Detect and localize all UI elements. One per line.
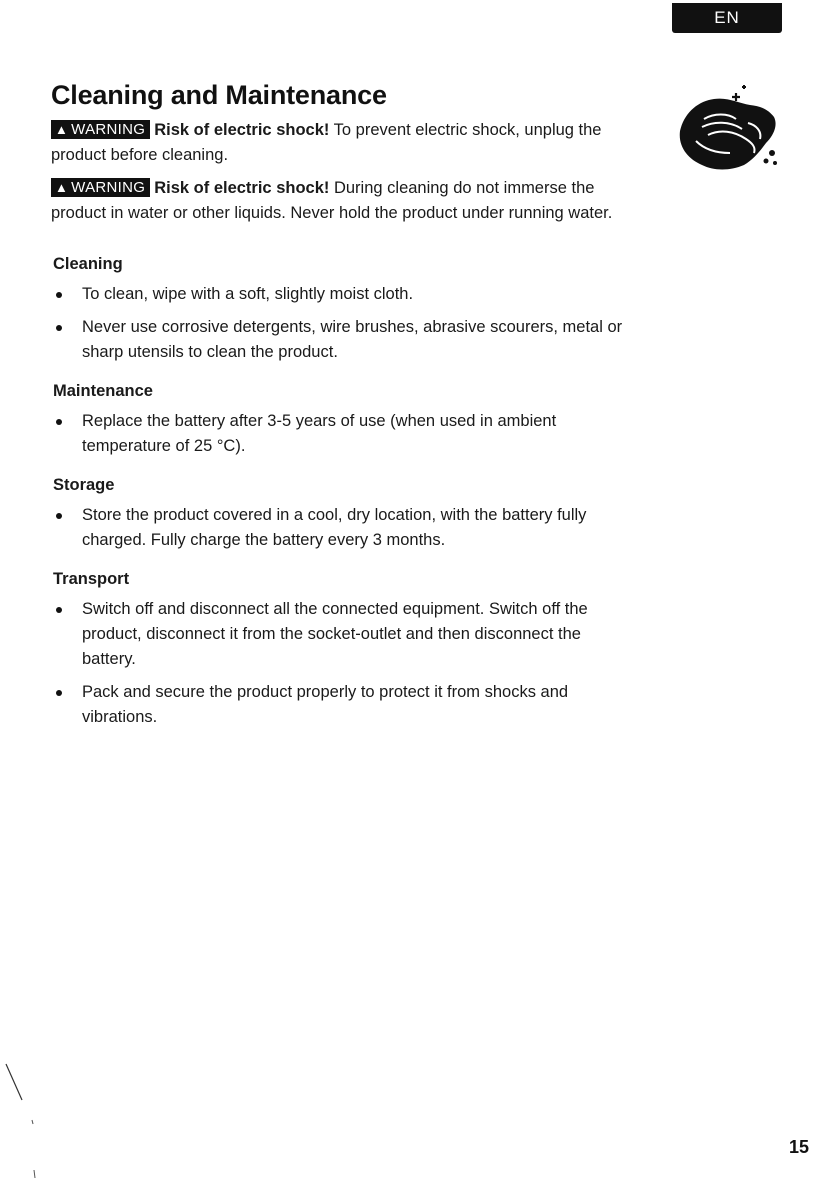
- bullet-list: [51, 409, 631, 459]
- list-item-text: Switch off and disconnect all the connected equipment. Switch off the product, disconnect it from the socket-outlet and then disconnect the battery.: [82, 600, 588, 668]
- language-tab: [672, 3, 782, 33]
- warning-badge: [51, 120, 150, 139]
- warning-risk-text: Risk of electric shock!: [154, 121, 330, 139]
- page-number: 15: [789, 1137, 810, 1157]
- language-tab-label: EN: [714, 8, 740, 27]
- warning-paragraph: [51, 176, 631, 226]
- list-item: [51, 680, 631, 730]
- main-content: [51, 118, 631, 738]
- warning-triangle-icon: ▲: [55, 180, 69, 195]
- list-item-text: Pack and secure the product properly to protect it from shocks and vibrations.: [82, 683, 569, 726]
- section-storage: [51, 473, 631, 553]
- section-title: Cleaning: [53, 255, 123, 273]
- warning-badge-label: WARNING: [71, 179, 146, 196]
- list-item-text: Store the product covered in a cool, dry location, with the battery fully charged. Fully charge the battery every 3 months.: [82, 506, 587, 549]
- list-item: [51, 597, 631, 672]
- section-cleaning: [51, 252, 631, 365]
- cleaning-hand-cloth-icon: [674, 73, 786, 173]
- list-item: [51, 409, 631, 459]
- warning-triangle-icon: ▲: [55, 122, 69, 137]
- warning-badge-label: WARNING: [71, 121, 146, 138]
- bullet-icon: [56, 513, 62, 519]
- warning-paragraph: [51, 118, 631, 168]
- bullet-list: [51, 597, 631, 730]
- section-title: Transport: [53, 570, 130, 588]
- list-item-text: To clean, wipe with a soft, slightly moist cloth.: [82, 285, 414, 303]
- bullet-icon: [56, 325, 62, 331]
- list-item-text: Replace the battery after 3-5 years of use (when used in ambient temperature of 25 °C).: [82, 412, 557, 455]
- list-item: [51, 315, 631, 365]
- warning-body-text: To prevent electric shock, unplug the product before cleaning.: [51, 121, 602, 164]
- scan-artifact-mark: [2, 1060, 42, 1180]
- warning-body-text: During cleaning do not immerse the product in water or other liquids. Never hold the product under running water.: [51, 179, 613, 222]
- bullet-list: [51, 282, 631, 365]
- bullet-icon: [56, 607, 62, 613]
- section-transport: [51, 567, 631, 730]
- section-maintenance: [51, 379, 631, 459]
- list-item-text: Never use corrosive detergents, wire brushes, abrasive scourers, metal or sharp utensils to clean the product.: [82, 318, 623, 361]
- section-title: Maintenance: [53, 382, 153, 400]
- section-title: Storage: [53, 476, 115, 494]
- bullet-list: [51, 503, 631, 553]
- bullet-icon: [56, 690, 62, 696]
- bullet-icon: [56, 419, 62, 425]
- bullet-icon: [56, 292, 62, 298]
- list-item: [51, 503, 631, 553]
- warning-badge: [51, 178, 150, 197]
- list-item: [51, 282, 631, 307]
- warning-risk-text: Risk of electric shock!: [154, 179, 330, 197]
- page-title: Cleaning and Maintenance: [51, 80, 387, 110]
